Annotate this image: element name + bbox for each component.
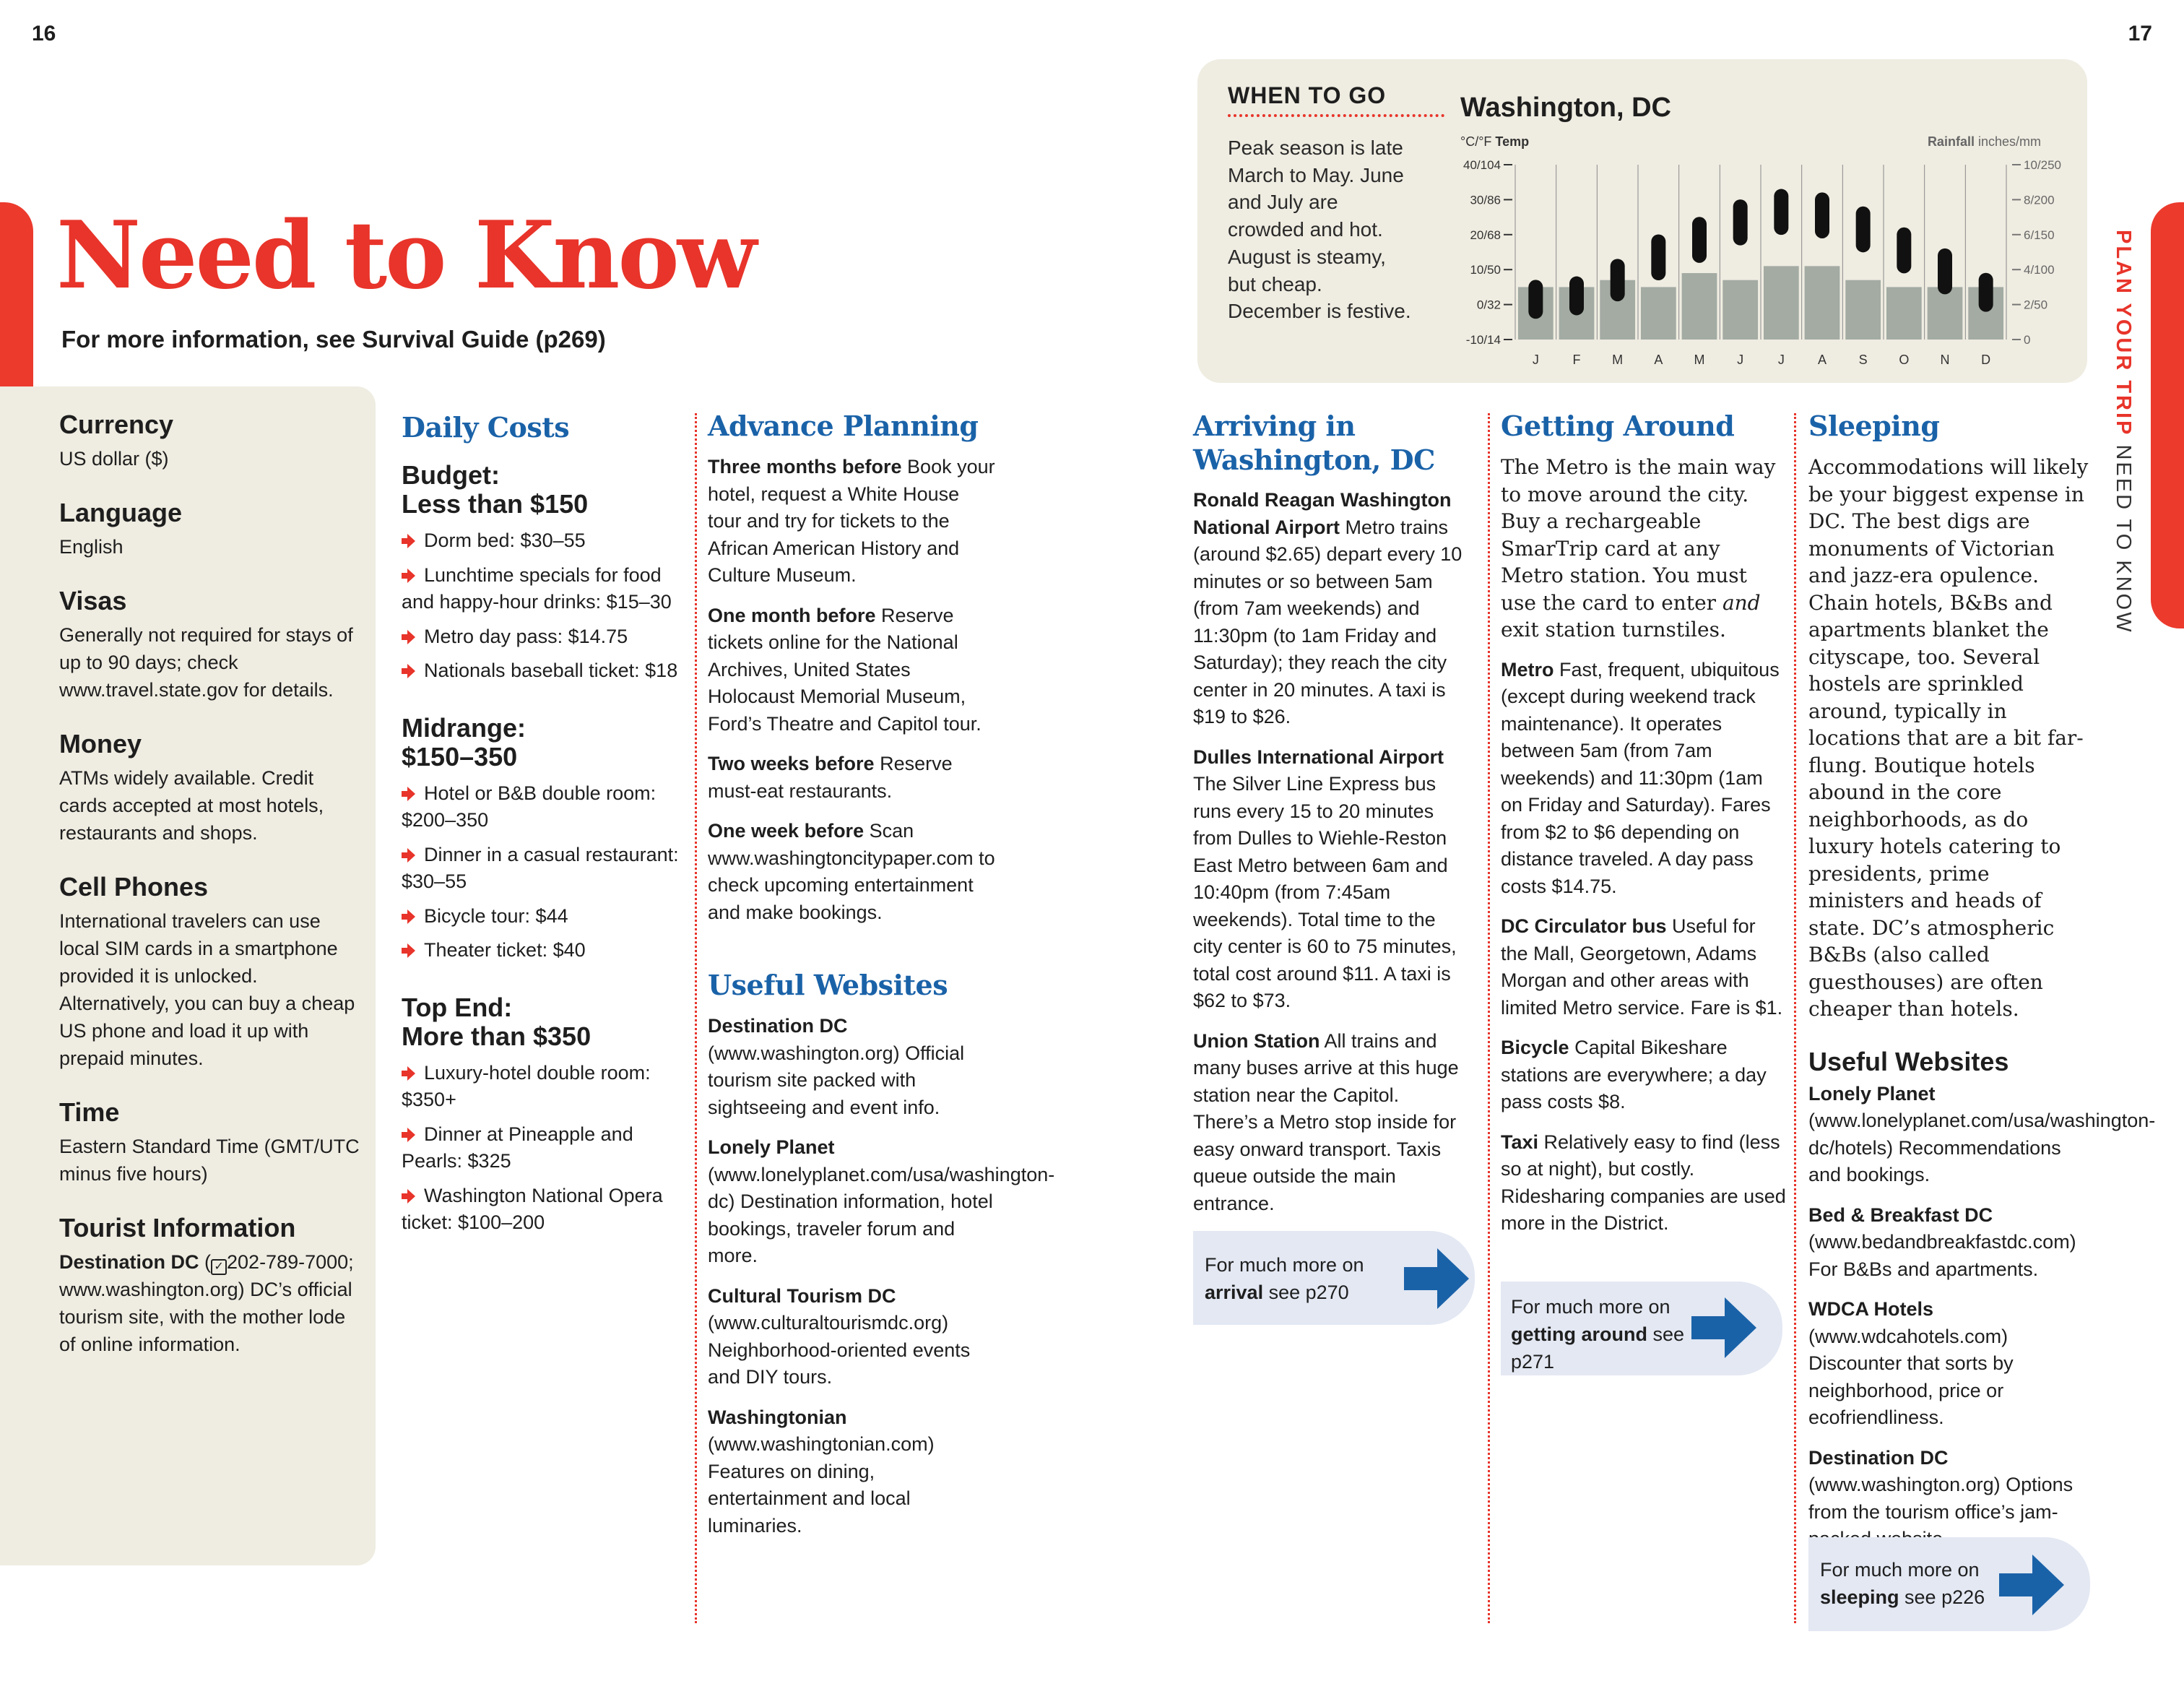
cta-bold: arrival [1205, 1282, 1264, 1303]
column-divider [695, 413, 697, 1623]
getting-around-cta[interactable] [1501, 1282, 1782, 1375]
rainfall-bar [1764, 266, 1799, 340]
getting-around-column [1501, 409, 1787, 1250]
info-currency [59, 409, 363, 472]
item-label: WDCA Hotels [1808, 1298, 1933, 1320]
item-label: Ronald Reagan Washington National Airport [1193, 489, 1452, 538]
item-label: Dulles International Airport [1193, 746, 1444, 768]
cost-item-text: Luxury-hotel double room: $350+ [402, 1061, 651, 1110]
cost-item [402, 1060, 690, 1114]
item-text: Reserve must-eat restaurants. [708, 753, 953, 802]
info-language [59, 497, 363, 561]
cost-item-text: Bicycle tour: $44 [424, 904, 568, 927]
rainfall-bar [1886, 287, 1922, 340]
tier-name: Top End: [402, 992, 513, 1022]
item-label: Destination DC [1808, 1446, 1949, 1469]
list-item [1193, 744, 1465, 1015]
info-text: Generally not required for stays of up to 90 days; check www.travel.state.gov for details. [59, 624, 353, 701]
daily-costs-heading: Daily Costs [402, 411, 570, 444]
month-label: J [1777, 353, 1785, 367]
left-axis-label: Temp [1495, 134, 1530, 149]
item-text: Book your hotel, request a White House tour and try for tickets to the African American History and Culture Museum. [708, 456, 995, 586]
intro-emphasis: and [1722, 590, 1761, 615]
list-item [708, 1283, 997, 1391]
right-tick-label: 4/100 [2024, 263, 2055, 277]
list-item [708, 751, 997, 805]
right-tick-label: 2/50 [2024, 298, 2048, 312]
right-tick-label: 6/150 [2024, 228, 2055, 242]
daily-costs-column [402, 410, 690, 1244]
left-tick-label: 10/50 [1470, 263, 1501, 277]
info-heading: Time [59, 1097, 120, 1127]
item-text: The Silver Line Express bus runs every 15 to 20 minutes from Dulles to Wiehle-Reston East Metro between 6am and 10:40pm (from 7:45am weekends). Total time to the city center is 60 to 75 minutes, total cost around $11. A taxi is $62 to $73. [1193, 773, 1457, 1011]
month-label: A [1817, 353, 1827, 367]
info-time [59, 1097, 363, 1188]
cost-item [402, 1121, 690, 1175]
vertical-tab-label [2103, 230, 2135, 634]
intro-text-end: exit station turnstiles. [1501, 618, 1726, 641]
item-text: (www.bedandbreakfastdc.com) For B&Bs and apartments. [1808, 1231, 2076, 1280]
item-text: (www.wdcahotels.com) Discounter that sorts by neighborhood, price or ecofriendliness. [1808, 1325, 2014, 1428]
item-text: Relatively easy to find (less so at night), but costly. Ridesharing companies are used more in the District. [1501, 1131, 1786, 1234]
cta-text: For much more on [1820, 1559, 1980, 1581]
right-tick-label: 10/250 [2024, 158, 2061, 172]
useful-websites-heading: Useful Websites [708, 969, 948, 1001]
info-tourist [59, 1212, 363, 1358]
rainfall-bar [1641, 287, 1676, 340]
list-item [1193, 487, 1465, 731]
rainfall-bar [1722, 280, 1758, 340]
item-text: All trains and many buses arrive at this huge station near the Capitol. There’s a Metro stop inside for easy onward transport. Taxis queue outside the main entrance. [1193, 1029, 1459, 1214]
arriving-heading-line2: Washington, DC [1193, 444, 1435, 476]
month-label: M [1612, 353, 1624, 367]
cost-item-text: Washington National Opera ticket: $100–200 [402, 1184, 663, 1233]
item-label: Three months before [708, 456, 902, 477]
info-text: Destination DC ( ✓ 202-789-7000; www.washington.org) DC’s official tourism site, with the mother lode of online information. [59, 1251, 354, 1355]
climate-chart [1197, 59, 2087, 383]
cost-item-text: Dinner at Pineapple and Pearls: $325 [402, 1123, 633, 1172]
month-label: O [1899, 353, 1910, 367]
arrow-bullet-icon [402, 534, 415, 548]
advance-planning-heading: Advance Planning [708, 410, 979, 442]
info-heading: Currency [59, 410, 174, 439]
rainfall-bar [1805, 266, 1840, 340]
month-label: D [1981, 353, 1991, 367]
list-item [708, 454, 997, 589]
info-text: International travelers can use local SIM cards in a smartphone provided it is unlocked. Alternatively, you can buy a cheap US phone and load it up with prepaid minutes. [59, 910, 355, 1069]
cost-item-text: Metro day pass: $14.75 [424, 625, 628, 647]
month-label: F [1572, 353, 1581, 367]
cost-item [402, 1183, 690, 1237]
item-label: One week before [708, 820, 864, 842]
useful-websites-list [708, 1013, 1055, 1539]
arrow-bullet-icon [402, 1128, 415, 1142]
cost-tier [402, 461, 690, 685]
item-label: Lonely Planet [1808, 1082, 1936, 1105]
info-heading: Money [59, 729, 142, 759]
info-cell-phones [59, 871, 363, 1072]
rainfall-bar [1682, 273, 1717, 340]
arrow-bullet-icon [402, 1066, 415, 1081]
right-tick-label: 0 [2024, 333, 2031, 347]
list-item [1193, 1028, 1465, 1218]
sleeping-cta[interactable] [1808, 1537, 2090, 1631]
right-axis-unit: inches/mm [1977, 134, 2041, 149]
tourist-info-rest: 202-789-7000; www.washington.org) DC’s official tourism site, with the mother lode of online information. [59, 1251, 354, 1355]
right-edge-tab [2151, 202, 2184, 628]
advance-planning-list [708, 454, 997, 926]
tier-range: $150–350 [402, 741, 518, 772]
month-label: M [1694, 353, 1705, 367]
cost-item-text: Dorm bed: $30–55 [424, 530, 586, 551]
list-item [1501, 913, 1787, 1021]
tier-range: Less than $150 [402, 489, 589, 519]
info-visas [59, 585, 363, 704]
cost-item-text: Nationals baseball ticket: $18 [424, 660, 678, 681]
info-text: English [59, 536, 124, 558]
sleeping-text: Accommodations will likely be your biggest expense in DC. The best digs are monuments of Victorian and jazz-era opulence. Chain hotels, B&Bs and apartments blanket the cityscape, too. Several hostels are sprinkled around, typically in locations that are a bit far-flung. Boutique hotels abound in the core neighborhoods, as do luxury hotels catering to presidents, prime ministers and heads of state. DC’s atmospheric B&Bs (also called guesthouses) are often cheaper than hotels. [1808, 455, 2089, 1021]
cost-item-text: Dinner in a casual restaurant: $30–55 [402, 843, 679, 892]
cost-item [402, 780, 690, 834]
arrow-bullet-icon [402, 848, 415, 863]
arriving-list [1193, 487, 1465, 1217]
item-label: Union Station [1193, 1029, 1320, 1052]
page-number-right: 17 [2128, 22, 2152, 46]
advance-planning-column [708, 409, 1055, 1552]
month-label: A [1654, 353, 1663, 367]
left-info-column [59, 409, 363, 1383]
list-item [1808, 1296, 2090, 1432]
arrow-bullet-icon [402, 943, 415, 958]
right-axis-label: Rainfall [1927, 134, 1975, 149]
item-text: (www.washington.org) Official tourism site packed with sightseeing and event info. [708, 1042, 965, 1118]
month-label: J [1737, 353, 1744, 367]
item-text: Fast, frequent, ubiquitous (except during weekend track maintenance). It operates between 5am (from 7am weekends) and 11:30pm (1am on Friday and Saturday). Fares from $2 to $6 depending on distance traveled. A day pass costs $14.75. [1501, 658, 1780, 897]
left-tick-label: 0/32 [1476, 298, 1501, 312]
arrow-right-icon [1999, 1555, 2064, 1615]
getting-around-heading: Getting Around [1501, 410, 1735, 442]
item-label: Washingtonian [708, 1406, 847, 1428]
arrow-bullet-icon [402, 787, 415, 801]
cost-item [402, 562, 690, 616]
cost-tier-heading [402, 461, 690, 519]
item-label: Destination DC [708, 1015, 848, 1037]
list-item [708, 1013, 997, 1121]
list-item [1808, 1202, 2090, 1284]
page-number-left: 16 [32, 22, 56, 46]
cost-item [402, 623, 690, 651]
cta-page: see p270 [1263, 1282, 1349, 1303]
item-label: Lonely Planet [708, 1136, 835, 1158]
item-label: One month before [708, 604, 876, 626]
cost-item [402, 937, 690, 964]
cost-item [402, 527, 690, 555]
chart-title: Washington, DC [1460, 92, 1671, 123]
month-label: N [1940, 353, 1950, 367]
when-to-go-panel [1197, 59, 2087, 383]
cta-bold: getting around [1511, 1323, 1647, 1345]
phone-icon: ✓ [211, 1259, 227, 1275]
when-to-go-text: Peak season is late March to May. June and July are crowded and hot. August is steamy, but cheap. December is festive. [1228, 137, 1411, 323]
item-label: Two weeks before [708, 753, 875, 774]
info-heading: Language [59, 498, 183, 527]
column-divider [1488, 413, 1490, 1623]
daily-costs-tiers [402, 461, 690, 1237]
cost-item [402, 657, 690, 685]
month-label: S [1858, 353, 1868, 367]
cost-item-text: Hotel or B&B double room: $200–350 [402, 782, 656, 831]
sleeping-websites-list [1808, 1081, 2156, 1553]
tourist-info-name: Destination DC [59, 1251, 199, 1273]
cost-item [402, 903, 690, 930]
list-item [1501, 1129, 1787, 1237]
item-text: (www.washington.org) Options from the tourism office’s jam- [1808, 1474, 2074, 1523]
page-subtitle: For more information, see Survival Guide (p269) [61, 326, 606, 353]
arrow-bullet-icon [402, 909, 415, 924]
getting-around-list [1501, 657, 1787, 1237]
info-heading: Cell Phones [59, 872, 209, 902]
arrow-bullet-icon [402, 1189, 415, 1204]
cta-text: For much more on [1205, 1254, 1364, 1276]
list-item [1808, 1445, 2090, 1553]
item-text: (www.lonelyplanet.com/usa/washington-dc) Destination information, hotel bookings, traveler forum and more. [708, 1163, 1055, 1266]
item-text: Metro trains (around $2.65) depart every 10 minutes or so between 5am (from 7am weekends) and 11:30pm (to 1am Friday and Saturday); they reach the city center in 20 minutes. A taxi is $19 to $26. [1193, 516, 1462, 727]
item-text: (www.washingtonian.com) Features on dining, entertainment and local luminaries. [708, 1433, 935, 1537]
when-to-go-label: WHEN TO GO [1228, 82, 1387, 108]
item-label: DC Circulator bus [1501, 915, 1667, 937]
column-divider [1794, 413, 1796, 1623]
item-text: (www.lonelyplanet.com/usa/washington-dc/hotels) Recommendations and bookings. [1808, 1110, 2156, 1185]
tier-name: Budget: [402, 460, 500, 490]
list-item [1501, 657, 1787, 901]
item-label: Cultural Tourism DC [708, 1284, 896, 1307]
cost-tier [402, 714, 690, 964]
list-item [708, 818, 997, 926]
cost-tier [402, 993, 690, 1237]
left-tick-label: 40/104 [1463, 158, 1501, 172]
item-text: Scan www.washingtoncitypaper.com to check upcoming entertainment and make bookings. [708, 820, 995, 923]
cta-page: see p271 [1511, 1323, 1685, 1373]
arrow-right-icon [1691, 1297, 1756, 1358]
getting-around-intro [1501, 454, 1787, 644]
cost-item [402, 842, 690, 896]
list-item [708, 1404, 997, 1540]
arrow-right-icon [1404, 1248, 1469, 1309]
left-tick-label: 20/68 [1470, 228, 1501, 242]
cta-bold: sleeping [1820, 1586, 1899, 1608]
item-text: Capital Bikeshare stations are everywhere; a day pass costs $8. [1501, 1037, 1767, 1112]
vertical-tab-bold: PLAN YOUR TRIP [2112, 230, 2135, 437]
info-heading: Tourist Information [59, 1213, 296, 1243]
right-tick-label: 8/200 [2024, 193, 2055, 207]
left-axis-unit: °C/°F [1460, 134, 1492, 149]
list-item [708, 1134, 1055, 1270]
list-item [708, 602, 997, 738]
info-text: ATMs widely available. Credit cards accepted at most hotels, restaurants and shops. [59, 767, 324, 844]
month-label: J [1532, 353, 1539, 367]
arriving-column [1193, 409, 1465, 1230]
arrival-cta[interactable] [1193, 1231, 1475, 1325]
info-text: Eastern Standard Time (GMT/UTC minus five hours) [59, 1136, 360, 1185]
list-item [1501, 1034, 1787, 1116]
cost-tier-heading [402, 714, 690, 772]
list-item [1808, 1081, 2156, 1189]
item-label: Taxi [1501, 1131, 1539, 1153]
info-text: US dollar ($) [59, 448, 169, 470]
rainfall-bar [1928, 287, 1963, 340]
item-label: Metro [1501, 658, 1554, 680]
arriving-heading [1193, 409, 1465, 477]
arrow-bullet-icon [402, 664, 415, 678]
rainfall-bar [1845, 280, 1881, 340]
item-text: Reserve tickets online for the National Archives, United States Holocaust Memorial Museum, Ford’s Theatre and Capitol tour. [708, 604, 982, 735]
cost-item-text: Lunchtime specials for food and happy-hour drinks: $15–30 [402, 563, 672, 613]
page-title: Need to Know [56, 202, 755, 310]
item-text: Useful for the Mall, Georgetown, Adams Morgan and other areas with limited Metro service. Fare is $1. [1501, 915, 1783, 1019]
cost-tier-heading [402, 993, 690, 1051]
sleeping-websites-heading: Useful Websites [1808, 1046, 2009, 1076]
arrow-bullet-icon [402, 630, 415, 644]
cost-item-text: Theater ticket: $40 [424, 939, 586, 961]
left-tick-label: -10/14 [1465, 333, 1501, 347]
arrow-bullet-icon [402, 569, 415, 583]
cta-page: see p226 [1899, 1586, 1985, 1608]
sleeping-heading: Sleeping [1808, 410, 1940, 442]
info-heading: Visas [59, 586, 127, 615]
item-label: Bed & Breakfast DC [1808, 1204, 1993, 1226]
tier-name: Midrange: [402, 712, 526, 743]
tier-range: More than $350 [402, 1021, 592, 1051]
vertical-tab-rest: NEED TO KNOW [2112, 436, 2135, 634]
left-tick-label: 30/86 [1470, 193, 1501, 207]
arriving-heading-line1: Arriving in [1193, 410, 1356, 442]
item-label: Bicycle [1501, 1037, 1569, 1058]
cta-text: For much more on [1511, 1296, 1670, 1318]
item-text: (www.culturaltourismdc.org) Neighborhood-oriented events and DIY tours. [708, 1312, 971, 1388]
info-money [59, 728, 363, 847]
intro-text: The Metro is the main way to move around the city. Buy a rechargeable SmarTrip card at any Metro station. You must use the card to enter [1501, 455, 1776, 615]
